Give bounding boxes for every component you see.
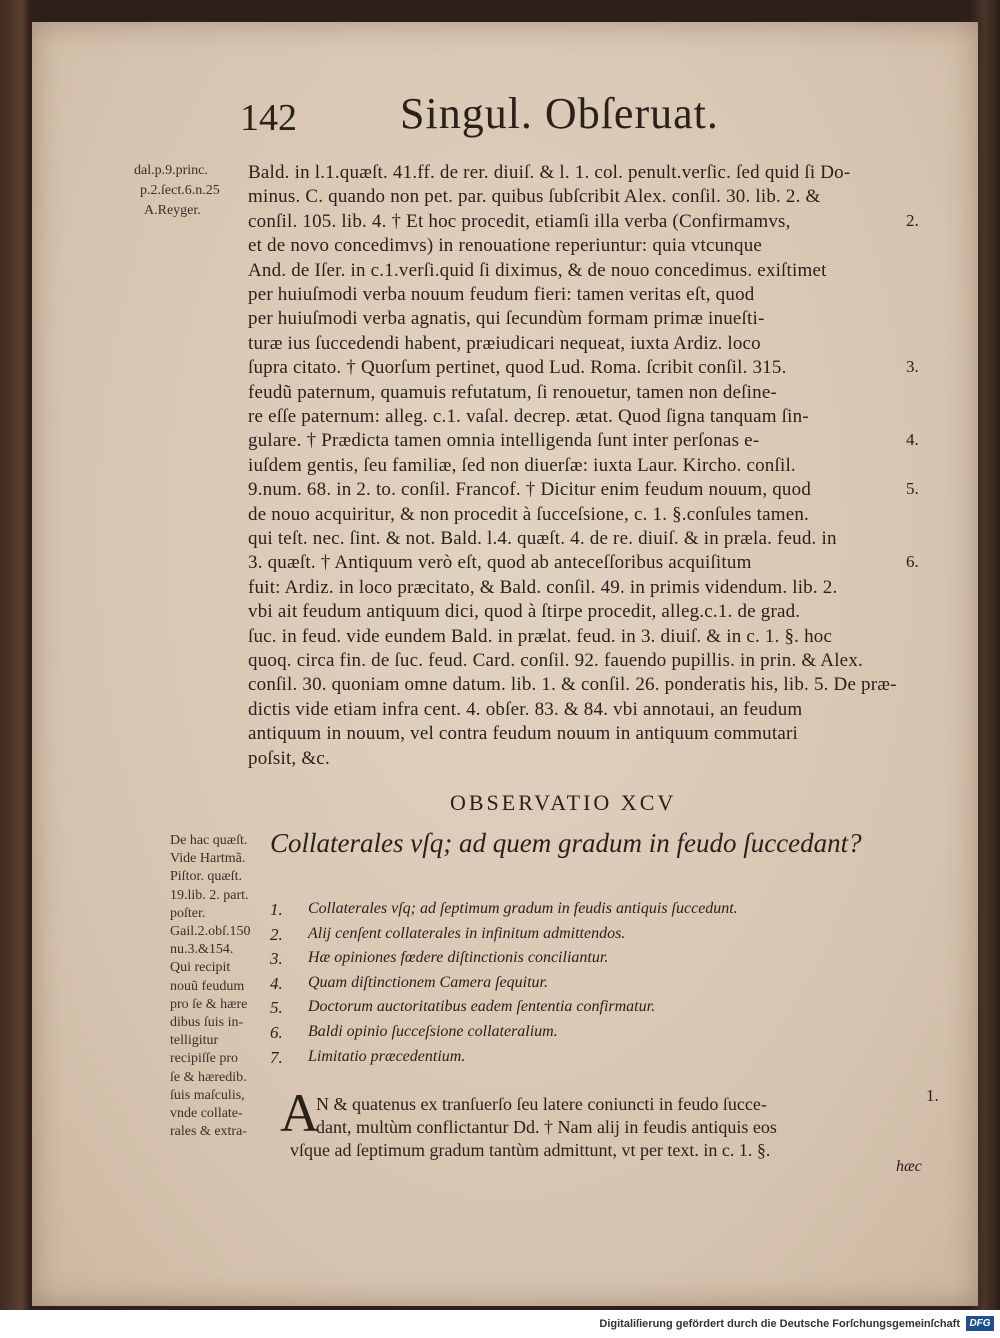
- margin-note: telligitur: [170, 1033, 219, 1049]
- running-title: Singul. Obſeruat.: [400, 89, 719, 138]
- margin-note: A.Reyger.: [144, 203, 201, 218]
- summary-item: Alij cenſent collaterales in infinitum admittendos.: [308, 924, 626, 942]
- body-line: de nouo acquiritur, & non procedit à ſucceſsione, c. 1. §.conſules tamen.: [248, 503, 809, 525]
- page-number: 142: [240, 97, 297, 139]
- summary-number: 7.: [270, 1047, 283, 1067]
- margin-number: 2.: [906, 210, 919, 230]
- summary-item: Limitatio præcedentium.: [308, 1047, 466, 1065]
- margin-note: dal.p.9.princ.: [134, 163, 208, 178]
- margin-number: 1.: [926, 1086, 939, 1105]
- body-line: minus. C. quando non pet. par. quibus ſubſcribit Alex. conſil. 30. lib. 2. &: [248, 186, 821, 208]
- observatio-heading: OBSERVATIO XCV: [450, 790, 677, 815]
- body-line: ſuc. in feud. vide eundem Bald. in prælat. feud. in 3. diuiſ. & in c. 1. §. hoc: [248, 625, 833, 647]
- summary-item: Collaterales vſq; ad ſeptimum gradum in feudis antiquis ſuccedunt.: [308, 900, 738, 917]
- footer-credit: Digitaliſierung gefördert durch die Deutsche Forſchungsgemeinſchaft: [599, 1318, 960, 1330]
- margin-note: poſter.: [170, 905, 206, 921]
- dfg-logo: DFG: [966, 1316, 994, 1331]
- body-line: 9.num. 68. in 2. to. conſil. Francof. † Dicitur enim feudum nouum, quod: [248, 479, 812, 501]
- margin-note: Qui recipit: [170, 960, 231, 976]
- body-line: quoq. circa fin. de ſuc. feud. Card. conſil. 92. fauendo pupillis. in prin. & Alex.: [248, 650, 863, 671]
- body-line: per huiuſmodi verba nouum feudum fieri: tamen veritas eſt, quod: [248, 284, 755, 305]
- body-line: 3. quæſt. † Antiquum verò eſt, quod ab anteceſſoribus acquiſitum: [248, 552, 752, 574]
- body-line: conſil. 105. lib. 4. † Et hoc procedit, etiamſi illa verba (Confirmamvs,: [248, 210, 791, 232]
- body-line: re eſſe paternum: alleg. c.1. vaſal. decrep. ætat. Quod ſigna tanquam ſin-: [248, 406, 809, 427]
- body-line: Bald. in l.1.quæſt. 41.ff. de rer. diuiſ. & l. 1. col. penult.verſic. ſed quid ſi Do-: [248, 162, 851, 183]
- body-line: gulare. † Prædicta tamen omnia intelligenda ſunt inter perſonas e-: [248, 430, 760, 452]
- margin-note: Vide Hartmã.: [170, 851, 246, 867]
- body-line: iuſdem gentis, ſeu familiæ, ſed non diuerſæ: iuxta Laur. Kircho. conſil.: [248, 454, 796, 476]
- margin-note: rales & extra-: [170, 1124, 247, 1140]
- margin-note: nouũ feudum: [170, 978, 245, 994]
- catchword: hæc: [896, 1158, 922, 1175]
- summary-item: Hæ opiniones fœdere diſtinctionis conciliantur.: [308, 949, 609, 967]
- margin-note: recipiſſe pro: [170, 1051, 239, 1067]
- margin-number: 6.: [906, 552, 919, 572]
- margin-note: ſe & hæredib.: [170, 1069, 247, 1085]
- body-line: feudũ paternum, quamuis refutatum, ſi renouetur, tamen non deſine-: [248, 381, 777, 403]
- observatio-question: Collaterales vſq; ad quem gradum in feudo ſuccedant?: [270, 828, 862, 858]
- opening-line: N & quatenus ex tranſuerſo ſeu latere coniuncti in feudo ſucce-: [316, 1094, 767, 1114]
- margin-note: vnde collate-: [170, 1106, 243, 1121]
- body-line: conſil. 30. quoniam omne datum. lib. 1. & conſil. 26. ponderatis his, lib. 5. De præ-: [248, 674, 897, 696]
- summary-number: 5.: [270, 998, 283, 1018]
- summary-number: 6.: [270, 1023, 283, 1042]
- opening-line: dant, multùm conflictantur Dd. † Nam alij in feudis antiquis eos: [316, 1117, 777, 1137]
- margin-note: Gail.2.obſ.150: [170, 924, 251, 939]
- margin-number: 3.: [906, 357, 919, 377]
- summary-number: 2.: [270, 924, 283, 944]
- margin-number: 5.: [906, 479, 919, 499]
- body-line: fuit: Ardiz. in loco præcitato, & Bald. conſil. 49. in primis videndum. lib. 2.: [248, 576, 838, 598]
- margin-number: 4.: [906, 430, 919, 450]
- body-line: vbi ait feudum antiquum dici, quod à ſtirpe procedit, alleg.c.1. de grad.: [248, 601, 801, 623]
- body-line: turæ ius ſuccedendi habent, præiudicari nequeat, iuxta Ardiz. loco: [248, 332, 761, 354]
- margin-note: Piſtor. quæſt.: [170, 869, 242, 885]
- margin-note: ſuis maſculis,: [170, 1087, 245, 1103]
- body-line: per huiuſmodi verba agnatis, qui ſecundùm formam primæ inueſti-: [248, 308, 765, 330]
- body-line: antiquum in nouum, vel contra feudum nouum in antiquum commutari: [248, 723, 798, 745]
- body-line: qui teſt. nec. ſint. & not. Bald. l.4. quæſt. 4. de re. diuiſ. & in præla. feud. in: [248, 528, 837, 549]
- summary-item: Doctorum auctoritatibus eadem ſententia confirmatur.: [308, 998, 656, 1016]
- body-line: ſupra citato. † Quorſum pertinet, quod Lud. Roma. ſcribit conſil. 315.: [248, 357, 787, 379]
- body-line: et de novo concedimvs) in renouatione reperiuntur: quia vtcunque: [248, 235, 763, 257]
- margin-note: De hac quæſt.: [170, 833, 248, 848]
- margin-note: p.2.ſect.6.n.25: [140, 183, 220, 198]
- body-line: poſsit, &c.: [248, 747, 330, 769]
- drop-capital: A: [280, 1083, 319, 1143]
- summary-number: 1.: [270, 900, 283, 919]
- body-line: dictis vide etiam infra cent. 4. obſer. 83. & 84. vbi annotaui, an feudum: [248, 698, 803, 720]
- margin-note: dibus ſuis in-: [170, 1015, 244, 1030]
- summary-item: Quam diſtinctionem Camera ſequitur.: [308, 973, 548, 991]
- margin-note: nu.3.&154.: [170, 942, 234, 958]
- opening-line: vſque ad ſeptimum gradum tantùm admittunt, vt per text. in c. 1. §.: [290, 1140, 771, 1160]
- summary-number: 4.: [270, 973, 283, 993]
- body-line: And. de Iſer. in c.1.verſi.quid ſi diximus, & de nouo concedimus. exiſtimet: [248, 259, 827, 281]
- margin-note: 19.lib. 2. part.: [170, 887, 249, 903]
- footer-bar: [0, 1310, 1000, 1338]
- summary-number: 3.: [270, 949, 283, 969]
- summary-item: Baldi opinio ſucceſsione collateralium.: [308, 1023, 558, 1040]
- margin-note: pro ſe & hære: [170, 996, 248, 1012]
